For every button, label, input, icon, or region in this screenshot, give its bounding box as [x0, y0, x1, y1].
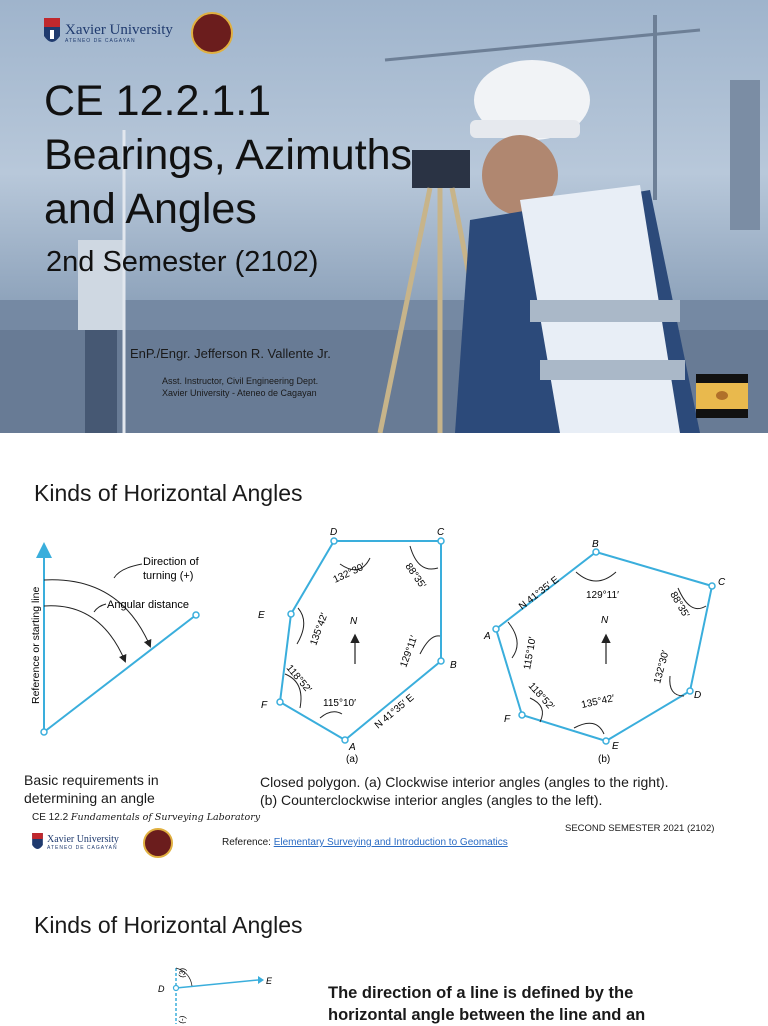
polygon-caption-line-2: (b) Counterclockwise interior angles (angles to the left).	[260, 792, 603, 808]
title-line-2: Bearings, Azimuths	[44, 131, 413, 179]
bearing-a: N 41°35′ E	[372, 692, 417, 732]
angle-b-b: 129°11′	[586, 590, 619, 601]
angle-figures	[0, 446, 768, 806]
point-b-b: B	[592, 539, 599, 550]
polygon-b-figure	[483, 539, 726, 765]
shield-icon	[44, 18, 60, 48]
point-e-label: E	[266, 976, 273, 986]
title-line-3: and Angles	[44, 185, 257, 233]
direction-label: Direction of	[143, 556, 199, 568]
flag-icon	[696, 374, 748, 418]
basic-caption-line-2: determining an angle	[24, 790, 155, 806]
polygon-caption-line-1: Closed polygon. (a) Clockwise interior angles (angles to the right).	[260, 774, 669, 790]
logo-row	[44, 12, 233, 54]
angles-slide	[0, 446, 768, 861]
slide-heading: Kinds of Horizontal Angles	[34, 912, 303, 938]
point-d-label: D	[158, 984, 165, 994]
angle-b-c: 88°35′	[667, 590, 691, 620]
engineering-seal-icon	[191, 12, 233, 54]
north-b-label: N	[601, 615, 609, 626]
basic-caption-line-1: Basic requirements in	[24, 772, 159, 788]
title-slide	[0, 0, 768, 433]
figure-b-label: (b)	[598, 754, 611, 765]
point-a: A	[349, 742, 356, 753]
shield-icon	[32, 833, 43, 853]
engineering-seal-icon	[143, 828, 173, 858]
description-line-1: The direction of a line is defined by the	[328, 984, 634, 1002]
footer-university-subname: ATENEO DE CAGAYAN	[47, 845, 118, 851]
point-b-e: E	[612, 741, 619, 752]
point-b-f: F	[504, 714, 511, 725]
figure-a-label: (a)	[346, 754, 359, 765]
turning-label: turning (+)	[143, 570, 194, 582]
reference-link[interactable]: Elementary Surveying and Introduction to Geomatics	[273, 837, 508, 848]
course-name: Fundamentals of Surveying Laboratory	[70, 812, 261, 823]
presenter-affiliation	[162, 375, 318, 399]
point-e: E	[258, 610, 265, 621]
course-code: CE 12.2	[32, 812, 69, 823]
north-a-label: N	[350, 616, 358, 627]
polygon-caption	[260, 773, 669, 809]
slide-heading: Kinds of Horizontal Angles	[34, 480, 303, 506]
reference-label: Reference:	[222, 837, 271, 848]
presenter-name: EnP./Engr. Jefferson R. Vallente Jr.	[130, 346, 331, 361]
point-b-c: C	[718, 577, 726, 588]
xavier-logo	[32, 833, 119, 853]
xavier-logo	[44, 18, 173, 48]
point-b: B	[450, 660, 457, 671]
angle-a-b: 129°11′	[398, 634, 421, 670]
angular-distance-label: Angular distance	[107, 599, 189, 611]
point-b-a: A	[484, 631, 491, 642]
angle-a-e: 135°42′	[308, 611, 331, 648]
angle-bottom-label: (-)	[177, 1014, 188, 1024]
bearing-b: N 41°35′ E	[517, 574, 562, 613]
slide-subtitle: 2nd Semester (2102)	[46, 246, 319, 278]
angle-a-f: 118°52′	[283, 662, 314, 696]
angle-top-label: (3)	[177, 967, 188, 979]
reference-line-label: Reference or starting line	[30, 586, 42, 704]
footer-logos	[32, 828, 173, 858]
point-b-d: D	[694, 690, 702, 701]
affiliation-line-1: Asst. Instructor, Civil Engineering Dept.	[162, 376, 319, 386]
point-d: D	[330, 527, 338, 538]
footer-reference	[222, 837, 508, 848]
title-line-1: CE 12.2.1.1	[44, 77, 272, 125]
angle-line	[44, 615, 196, 732]
footer-course	[32, 812, 260, 823]
direction-description	[328, 982, 645, 1026]
point-f: F	[261, 700, 268, 711]
affiliation-line-2: Xavier University - Ateneo de Cagayan	[162, 388, 317, 398]
basic-angle-figure	[30, 546, 200, 735]
angle-b-f: 118°52′	[525, 680, 556, 713]
angle-b-a: 115°10′	[522, 636, 539, 671]
angle-a-a: 115°10′	[323, 698, 356, 709]
angle-a-d: 132°30′	[331, 561, 367, 586]
slide-title	[44, 74, 412, 236]
angle-b-d: 132°30′	[652, 649, 672, 685]
university-subname: ATENEO DE CAGAYAN	[65, 37, 136, 44]
description-line-2: horizontal angle between the line and an	[328, 1006, 646, 1024]
footer-semester: SECOND SEMESTER 2021 (2102)	[565, 823, 715, 834]
direction-slide	[0, 876, 768, 1024]
footer-university-name: Xavier University	[47, 834, 119, 845]
point-c: C	[437, 527, 445, 538]
angle-b-e: 135°42′	[580, 693, 616, 711]
university-name: Xavier University	[65, 21, 173, 38]
angle-a-c: 88°35′	[402, 561, 428, 591]
basic-caption	[24, 771, 159, 807]
polygon-a-figure	[258, 527, 457, 765]
